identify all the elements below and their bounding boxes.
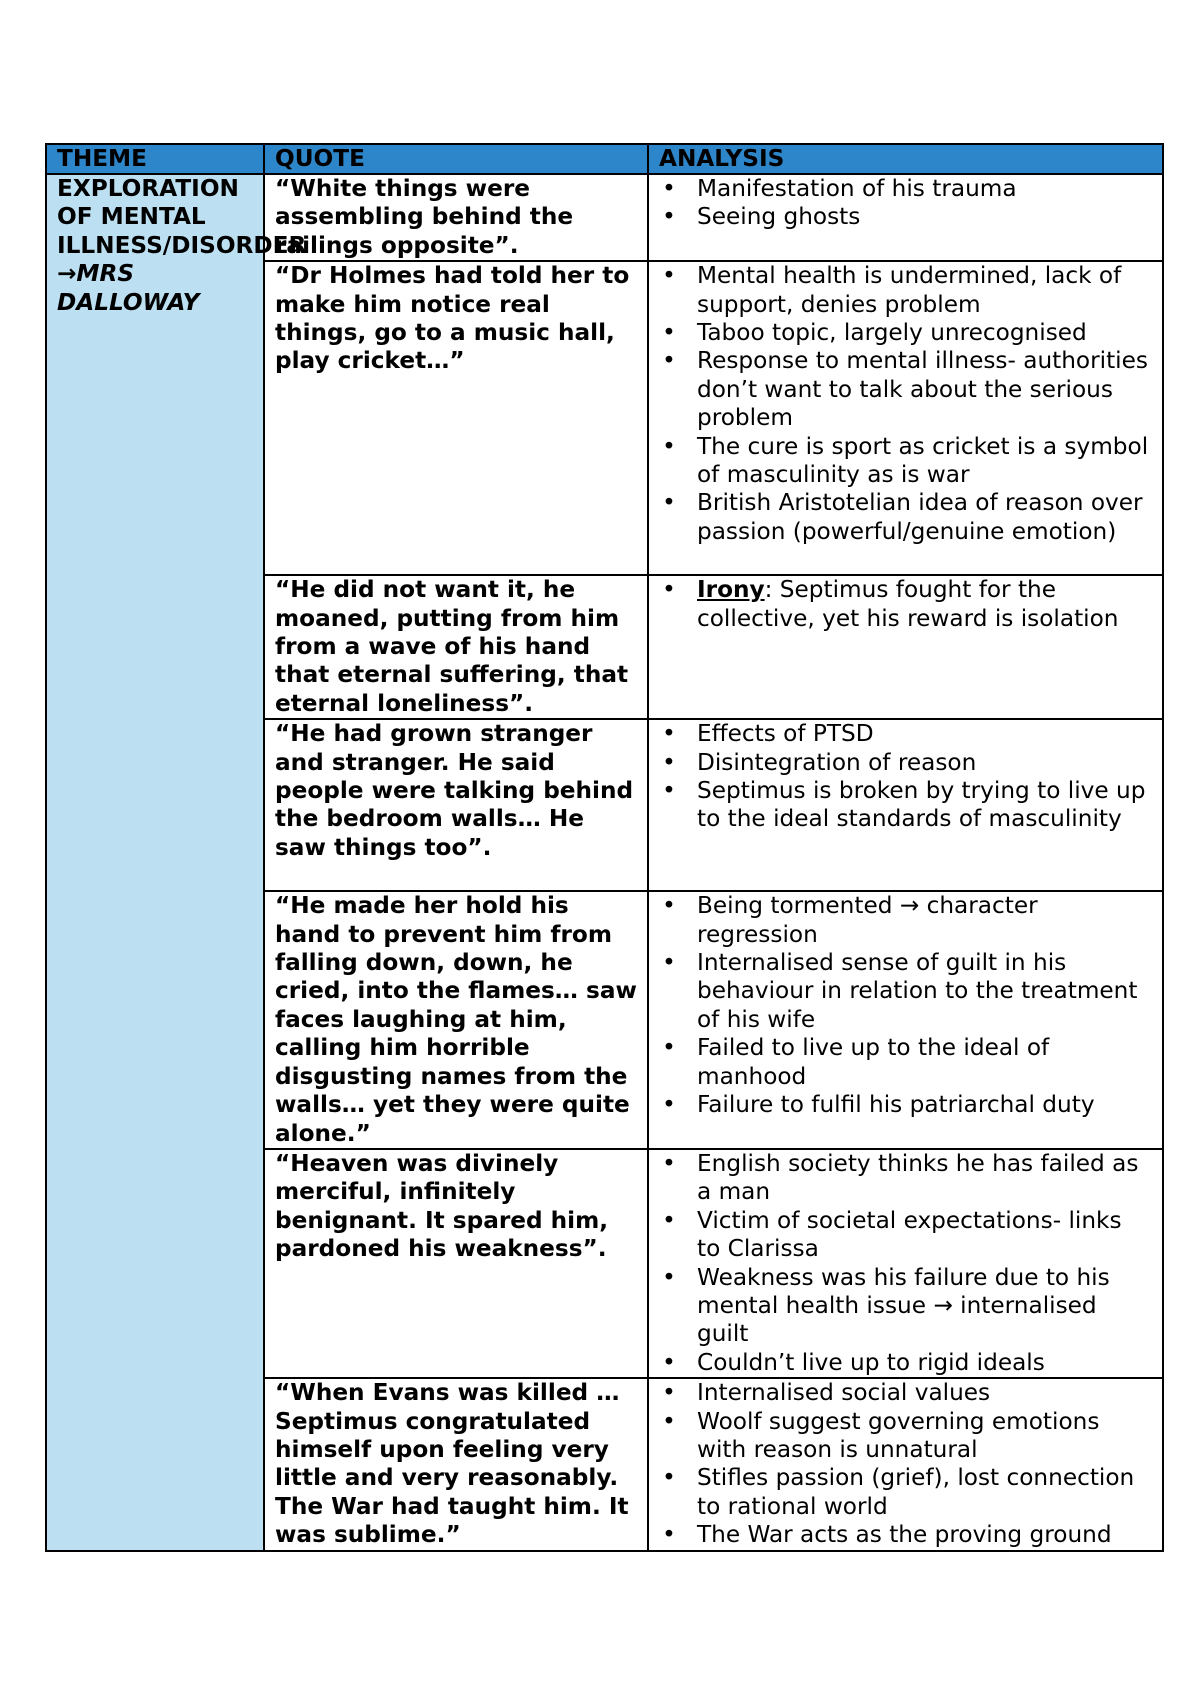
analysis-item [659,347,1152,432]
bullet-icon: • [662,892,676,920]
analysis-list [659,576,1152,633]
analysis-cell [648,719,1163,891]
analysis-list [659,892,1152,1119]
analysis-item [659,175,1152,203]
analysis-text: Stifles passion (grief), lost connection to rational world [697,1464,1135,1520]
analysis-cell [648,1378,1163,1550]
bullet-icon: • [662,1407,676,1435]
bullet-icon: • [662,949,676,977]
analysis-item [659,1264,1152,1349]
analysis-text: Victim of societal expectations- links to Clarissa [697,1206,1122,1263]
analysis-text: English society thinks he has failed as a man [697,1149,1139,1206]
analysis-text: Disintegration of reason [697,748,977,776]
analysis-item [659,433,1152,490]
analysis-text: Weakness was his failure due to his mental health issue → internalised guilt [697,1263,1110,1348]
analysis-item [659,1379,1152,1407]
table-header-row [46,144,1163,174]
header-analysis: ANALYSIS [648,144,1163,174]
header-quote: QUOTE [264,144,648,174]
bullet-icon: • [662,1521,676,1549]
analysis-item [659,749,1152,777]
analysis-item [659,1349,1152,1377]
analysis-list [659,720,1152,834]
analysis-cell [648,1149,1163,1378]
bullet-icon: • [662,576,676,604]
analysis-item [659,203,1152,231]
analysis-cell [648,575,1163,719]
analysis-item [659,777,1152,834]
analysis-text: Couldn’t live up to rigid ideals [697,1348,1045,1376]
analysis-text: Internalised sense of guilt in his behaviour in relation to the treatment of his wife [697,949,1138,1033]
quote-cell: “He had grown stranger and stranger. He said people were talking behind the bedroom walls… He saw things too”. [264,719,648,891]
analysis-item [659,892,1152,949]
analysis-text: : Septimus fought for the collective, yet his reward is isolation [697,576,1119,632]
analysis-item [659,489,1152,546]
theme-cell [46,174,307,1551]
analysis-list [659,175,1152,232]
key-term: Irony [697,576,765,604]
quote-cell: “He did not want it, he moaned, putting from him from a wave of his hand that eternal suffering, that eternal loneliness”. [264,575,648,719]
analysis-item [659,576,1152,633]
analysis-cell [648,891,1163,1149]
analysis-list [659,1379,1152,1549]
analysis-item [659,949,1152,1034]
quote-cell: “White things were assembling behind the railings opposite”. [264,174,648,261]
analysis-text: Mental health is undermined, lack of support, denies problem [697,262,1122,318]
analysis-item [659,1408,1152,1465]
bullet-icon: • [662,1091,676,1119]
analysis-item [659,1521,1152,1549]
table-row [46,174,1163,261]
analysis-item [659,262,1152,319]
header-theme: THEME [46,144,264,174]
bullet-icon: • [662,175,676,202]
quote-cell: “Dr Holmes had told her to make him notice real things, go to a music hall, play cricket…” [264,261,648,575]
analysis-item [659,1150,1152,1207]
analysis-text: Response to mental illness- authorities don’t want to talk about the serious problem [697,347,1148,432]
quote-cell: “When Evans was killed … Septimus congratulated himself upon feeling very little and very reasonably. The War had taught him. It was sublime.” [264,1378,648,1550]
analysis-cell [648,174,1163,261]
bullet-icon: • [662,1464,676,1492]
analysis-list [659,262,1152,546]
bullet-icon: • [662,432,676,460]
bullet-icon: • [662,748,676,776]
theme-subtitle: →MRS DALLOWAY [57,260,200,316]
quote-cell: “Heaven was divinely merciful, infinitely benignant. It spared him, pardoned his weakness”. [264,1149,648,1378]
bullet-icon: • [662,1379,676,1407]
analysis-item [659,1034,1152,1091]
analysis-item [659,1207,1152,1264]
bullet-icon: • [662,1034,676,1062]
analysis-list [659,1150,1152,1377]
analysis-text: Manifestation of his trauma [697,175,1017,202]
analysis-text: Internalised social values [697,1379,991,1407]
bullet-icon: • [662,1263,676,1291]
bullet-icon: • [662,1206,676,1234]
analysis-item [659,720,1152,748]
bullet-icon: • [662,489,676,517]
bullet-icon: • [662,1348,676,1376]
analysis-text: British Aristotelian idea of reason over passion (powerful/genuine emotion) [697,489,1143,545]
analysis-text: Being tormented → character regression [697,892,1038,948]
analysis-text: The cure is sport as cricket is a symbol of masculinity as is war [697,432,1149,489]
bullet-icon: • [662,720,676,748]
analysis-item [659,319,1152,347]
analysis-text: Woolf suggest governing emotions with reason is unnatural [697,1407,1100,1463]
bullet-icon: • [662,203,676,231]
analysis-item [659,1091,1152,1119]
analysis-text: Failed to live up to the ideal of manhood [697,1034,1050,1090]
analysis-text: Effects of PTSD [697,720,874,748]
analysis-text: The War acts as the proving ground [697,1521,1112,1549]
theme-title: EXPLORATION OF MENTAL ILLNESS/DISORDER [57,175,307,259]
bullet-icon: • [662,1149,676,1177]
analysis-text: Seeing ghosts [697,203,861,231]
analysis-table [45,143,1164,1552]
bullet-icon: • [662,777,676,805]
analysis-text: Taboo topic, largely unrecognised [697,319,1087,347]
analysis-item [659,1464,1152,1521]
quote-cell: “He made her hold his hand to prevent him from falling down, down, he cried, into the flames… saw faces laughing at him, calling him horrible disgusting names from the walls… yet they were quite alone.” [264,891,648,1149]
bullet-icon: • [662,262,676,290]
bullet-icon: • [662,347,676,375]
bullet-icon: • [662,319,676,347]
analysis-text: Failure to fulfil his patriarchal duty [697,1091,1095,1119]
analysis-cell [648,261,1163,575]
analysis-text: Septimus is broken by trying to live up to the ideal standards of masculinity [697,777,1146,833]
